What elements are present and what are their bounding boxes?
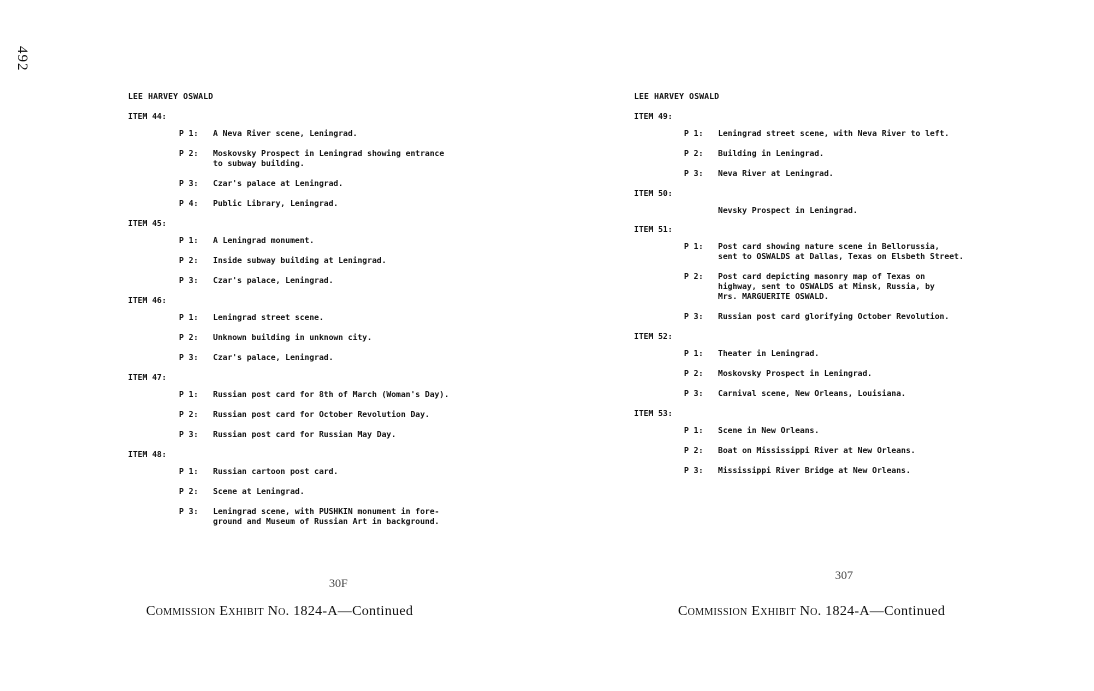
page-number: 492: [14, 46, 30, 72]
photo-entry: [684, 242, 1074, 262]
entry-text: Czar's palace at Leningrad.: [213, 179, 344, 188]
photo-entry: [684, 169, 1074, 179]
entry-text: Neva River at Leningrad.: [718, 169, 834, 178]
photo-entry: [684, 129, 1074, 139]
entry-text: Boat on Mississippi River at New Orleans.: [718, 446, 916, 455]
caption-suffix: 1824-A—Continued: [289, 604, 414, 619]
entry-label: P 3:: [179, 507, 199, 516]
photo-entry: [684, 446, 1074, 456]
entry-label: P 3:: [684, 466, 704, 475]
entry-text: Unknown building in unknown city.: [213, 333, 372, 342]
entry-text: Russian post card for Russian May Day.: [213, 430, 397, 439]
caption-prefix: Commission Exhibit No.: [146, 604, 290, 619]
right-page-column: [634, 92, 1074, 486]
item-heading: ITEM 45:: [128, 219, 167, 228]
item-heading: ITEM 53:: [634, 409, 673, 418]
entry-text: Post card depicting masonry map of Texas on highway, sent to OSWALDS at Minsk, Russia, by Mrs. MARGUERITE OSWALD.: [718, 272, 935, 301]
document-title: LEE HARVEY OSWALD: [634, 92, 720, 101]
entry-label: P 2:: [179, 256, 199, 265]
item-heading: ITEM 51:: [634, 225, 673, 234]
entry-label: P 1:: [179, 129, 199, 138]
entry-text: Leningrad scene, with PUSHKIN monument in fore- ground and Museum of Russian Art in background.: [213, 507, 440, 526]
entry-text: A Leningrad monument.: [213, 236, 315, 245]
entry-label: P 2:: [179, 333, 199, 342]
photo-entry: [179, 199, 548, 209]
entry-text: Czar's palace, Leningrad.: [213, 276, 334, 285]
photo-entry: [684, 149, 1074, 159]
entry-text: Inside subway building at Leningrad.: [213, 256, 387, 265]
entry-text: Russian post card glorifying October Revolution.: [718, 312, 950, 321]
entry-label: P 3:: [179, 276, 199, 285]
entry-text: Leningrad street scene.: [213, 313, 324, 322]
page-stamp: 307: [835, 568, 853, 582]
entry-label: P 1:: [684, 349, 704, 358]
entry-label: P 3:: [179, 179, 199, 188]
photo-entry: [684, 349, 1074, 359]
caption-prefix: Commission Exhibit No.: [678, 604, 822, 619]
photo-entry: [179, 179, 548, 189]
entry-text: Carnival scene, New Orleans, Louisiana.: [718, 389, 906, 398]
entry-text: Theater in Leningrad.: [718, 349, 820, 358]
item-heading: ITEM 50:: [634, 189, 673, 198]
item-description: Nevsky Prospect in Leningrad.: [718, 206, 858, 215]
entry-text: Public Library, Leningrad.: [213, 199, 339, 208]
photo-entry: [684, 466, 1074, 476]
entry-label: P 1:: [179, 313, 199, 322]
entry-label: P 4:: [179, 199, 199, 208]
entry-label: P 3:: [684, 169, 704, 178]
entry-label: P 2:: [684, 272, 704, 281]
entry-label: P 2:: [179, 487, 199, 496]
item-list: [128, 112, 548, 527]
photo-entry: [179, 410, 548, 420]
entry-text: Moskovsky Prospect in Leningrad.: [718, 369, 873, 378]
photo-entry: [179, 487, 548, 497]
entry-text: Building in Leningrad.: [718, 149, 824, 158]
entry-label: P 2:: [179, 410, 199, 419]
entry-text: A Neva River scene, Leningrad.: [213, 129, 358, 138]
entry-label: P 3:: [179, 430, 199, 439]
entry-label: P 2:: [684, 369, 704, 378]
entry-text: Mississippi River Bridge at New Orleans.: [718, 466, 911, 475]
photo-entry: [684, 369, 1074, 379]
entry-label: P 3:: [684, 389, 704, 398]
item-heading: ITEM 44:: [128, 112, 167, 121]
entry-text: Leningrad street scene, with Neva River to left.: [718, 129, 950, 138]
entry-text: Post card showing nature scene in Bellorussia, sent to OSWALDS at Dallas, Texas on Elsbeth Street.: [718, 242, 964, 261]
entry-label: P 2:: [179, 149, 199, 158]
exhibit-caption: [146, 604, 413, 620]
entry-text: Scene in New Orleans.: [718, 426, 820, 435]
entry-label: P 1:: [179, 390, 199, 399]
photo-entry: [684, 426, 1074, 436]
entry-text: Czar's palace, Leningrad.: [213, 353, 334, 362]
entry-label: P 1:: [179, 467, 199, 476]
photo-entry: [179, 313, 548, 323]
photo-entry: [179, 467, 548, 477]
photo-entry: [179, 236, 548, 246]
entry-label: P 1:: [684, 129, 704, 138]
entry-text: Scene at Leningrad.: [213, 487, 305, 496]
item-heading: ITEM 52:: [634, 332, 673, 341]
photo-entry: [179, 390, 548, 400]
entry-text: Moskovsky Prospect in Leningrad showing entrance to subway building.: [213, 149, 445, 168]
photo-entry: [179, 276, 548, 286]
left-page-column: [128, 92, 548, 537]
entry-text: Russian post card for October Revolution Day.: [213, 410, 430, 419]
photo-entry: [179, 353, 548, 363]
photo-entry: [179, 256, 548, 266]
caption-suffix: 1824-A—Continued: [821, 604, 946, 619]
photo-entry: [684, 389, 1074, 399]
page-stamp: 30F: [329, 576, 348, 590]
photo-entry: [684, 272, 1074, 302]
entry-label: P 1:: [684, 242, 704, 251]
photo-entry: [179, 149, 548, 169]
photo-entry: [179, 507, 548, 527]
photo-entry: [179, 129, 548, 139]
item-heading: ITEM 47:: [128, 373, 167, 382]
entry-label: P 3:: [684, 312, 704, 321]
exhibit-caption: [678, 604, 945, 620]
entry-label: P 2:: [684, 149, 704, 158]
photo-entry: [179, 333, 548, 343]
item-heading: ITEM 48:: [128, 450, 167, 459]
item-list: [634, 112, 1074, 476]
photo-entry: [179, 430, 548, 440]
entry-label: P 1:: [179, 236, 199, 245]
entry-label: P 3:: [179, 353, 199, 362]
document-title: LEE HARVEY OSWALD: [128, 92, 214, 101]
photo-entry: [684, 312, 1074, 322]
entry-text: Russian cartoon post card.: [213, 467, 339, 476]
entry-label: P 1:: [684, 426, 704, 435]
item-heading: ITEM 49:: [634, 112, 673, 121]
entry-text: Russian post card for 8th of March (Woman's Day).: [213, 390, 450, 399]
item-heading: ITEM 46:: [128, 296, 167, 305]
entry-label: P 2:: [684, 446, 704, 455]
